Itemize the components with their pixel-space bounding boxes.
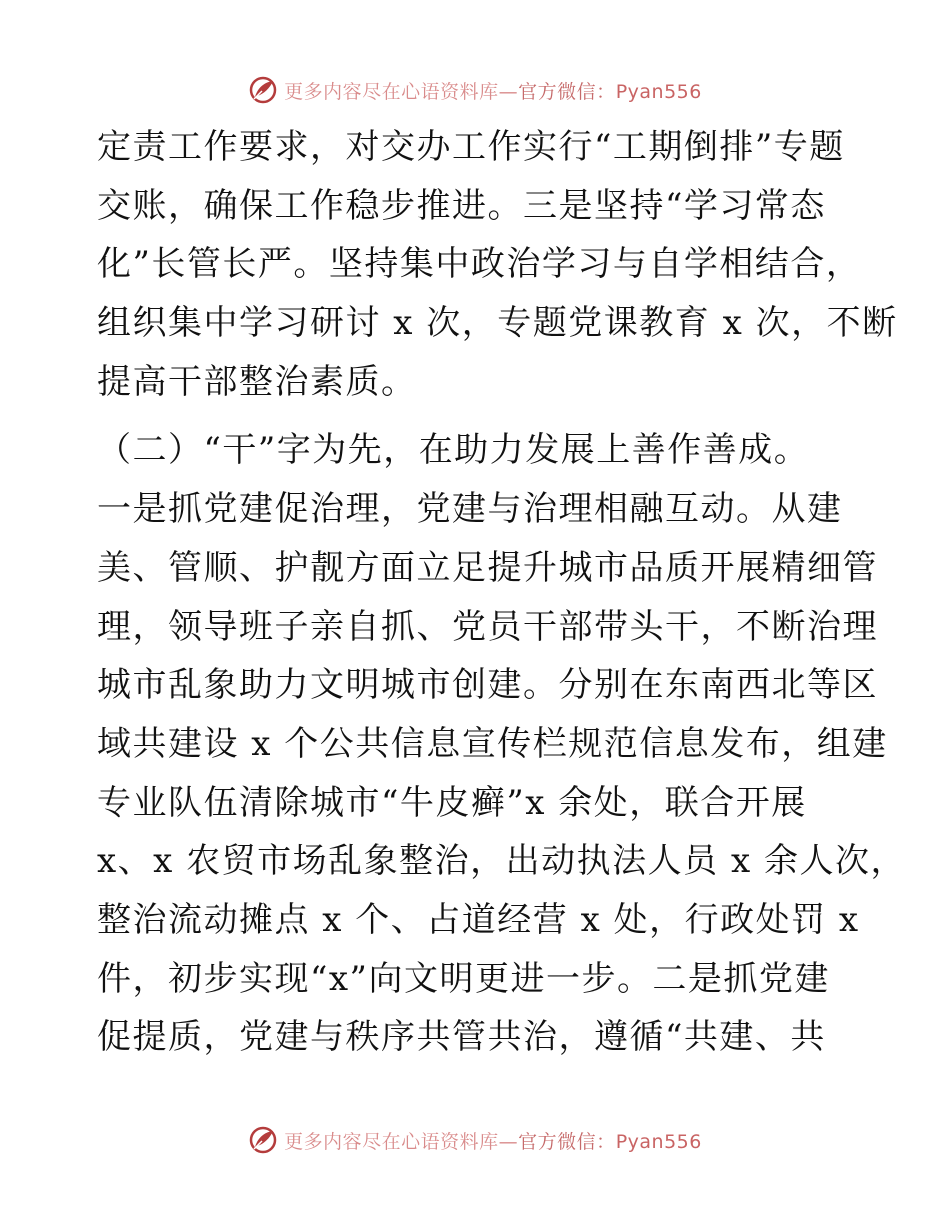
text-line: 一是抓党建促治理，党建与治理相融互动。从建 [97,489,843,530]
watermark-text [284,77,702,104]
watermark-dash: — [498,80,519,103]
text-line: 域共建设 x 个公共信息宣传栏规范信息发布，组建 [97,723,888,764]
watermark-brand: 更多内容尽在心语资料库 [284,1130,499,1153]
watermark-official-label: 官方微信： [518,80,616,103]
text-line: 定责工作要求，对交办工作实行“工期倒排”专题 [97,127,845,167]
leaf-pen-logo-icon [248,1125,278,1155]
text-line: 促提质，党建与秩序共管共治，遵循“共建、共 [97,1017,826,1058]
text-line: 组织集中学习研讨 x 次，专题党课教育 x 次，不断 [97,303,898,344]
footer-watermark [0,1120,950,1160]
header-watermark [0,70,950,110]
section-heading-line: （二）“干”字为先，在助力发展上善作善成。 [97,430,810,471]
watermark-official-label: 官方微信： [518,1130,616,1153]
text-line: x、x 农贸市场乱象整治，出动执法人员 x 余人次， [97,841,906,882]
leaf-pen-logo-icon [248,75,278,105]
paragraph-1 [97,118,898,411]
watermark-wechat-id: Pyan556 [615,1130,702,1153]
watermark-brand: 更多内容尽在心语资料库 [284,80,499,103]
document-body [97,118,906,1067]
text-line: 交账，确保工作稳步推进。三是坚持“学习常态 [97,185,826,226]
text-line: 整治流动摊点 x 个、占道经营 x 处，行政处罚 x [97,899,860,940]
watermark-wechat-id: Pyan556 [615,80,702,103]
text-line: 城市乱象助力文明城市创建。分别在东南西北等区 [97,665,878,706]
text-line: 理，领导班子亲自抓、党员干部带头干，不断治理 [97,606,878,647]
watermark-dash: — [498,1130,519,1153]
paragraph-2 [97,421,906,1067]
text-line: 美、管顺、护靓方面立足提升城市品质开展精细管 [97,547,878,588]
paragraph-spacer [97,411,857,421]
text-line: 件，初步实现“x”向文明更进一步。二是抓党建 [97,958,830,999]
text-line: 专业队伍清除城市“牛皮癣”x 余处，联合开展 [97,782,807,823]
text-line: 化”长管长严。坚持集中政治学习与自学相结合， [97,244,862,285]
text-line: 提高干部整治素质。 [97,361,417,402]
watermark-text [284,1127,702,1154]
